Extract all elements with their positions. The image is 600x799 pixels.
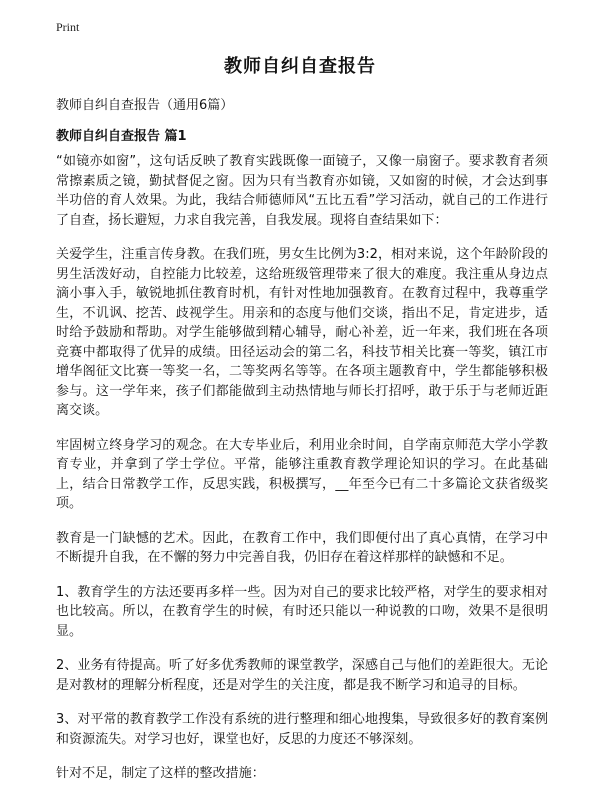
paragraph-lifelong-learning: 牢固树立终身学习的观念。在大专毕业后，利用业余时间，自学南京师范大学小学教育专业，并拿到了学士学位。平常，能够注重教育教学理论知识的学习。在此基础上，结合日常教学工作，反思实践，积极撰写，__年至今已有二十多篇论文获省级奖项。 xyxy=(56,437,548,511)
section-heading: 教师自纠自查报告 篇1 xyxy=(56,129,187,144)
paragraph-care-students: 关爱学生，注重言传身教。在我们班，男女生比例为3:2，相对来说，这个年龄阶段的男生活泼好动，自控能力比较差，这给班级管理带来了很大的难度。我注重从身边点滴小事入手，敏锐地抓住教育时机，有针对性地加强教育。在教育过程中，我尊重学生，不讥讽、挖苦、歧视学生。用亲和的态度与他们交谈，指出不足，肯定进步，适时给予鼓励和帮助。对学生能够做到精心辅导，耐心补差，近一年来，我们班在各项竞赛中都取得了优异的成绩。田径运动会的第二名，科技节相关比赛一等奖，镇江市增华阁征文比赛一等奖一名，二等奖两名等等。在各项主题教育中，学生都能够积极参与。这一学年来，孩子们都能做到主动热情地与师长打招呼，敢于乐于与老师近距离交谈。 xyxy=(56,247,548,418)
paragraph-intro: “如镜亦如窗”，这句话反映了教育实践既像一面镜子，又像一扇窗子。要求教育者须常擦素质之镜，勤拭督促之窗。因为只有当教育亦如镜，又如窗的时候，才会达到事半功倍的育人效果。为此，我结合师德师风“五比五看”学习活动，就自己的工作进行了自查，扬长避短，力求自我完善，自我发展。现将自查结果如下： xyxy=(56,154,548,228)
paragraph-shortcoming-1: 1、教育学生的方法还要再多样一些。因为对自己的要求比较严格，对学生的要求相对也比较高。所以，在教育学生的时候，有时还只能以一种说教的口吻，效果不是很明显。 xyxy=(56,584,548,639)
paragraph-shortcomings-intro: 教育是一门缺憾的艺术。因此，在教育工作中，我们即便付出了真心真情，在学习中不断提升自我，在不懈的努力中完善自我，仍旧存在着这样那样的缺憾和不足。 xyxy=(56,530,548,565)
document-body xyxy=(56,152,548,799)
document-subtitle: 教师自纠自查报告（通用6篇） xyxy=(56,98,234,113)
page-title: 教师自纠自查报告 xyxy=(224,56,376,77)
print-link[interactable]: Print xyxy=(56,20,80,34)
paragraph-shortcoming-3: 3、对平常的教育教学工作没有系统的进行整理和细心地搜集，导致很多好的教育案例和资源流失。对学习也好，课堂也好，反思的力度还不够深刻。 xyxy=(56,712,548,747)
paragraph-measures-intro: 针对不足，制定了这样的整改措施： xyxy=(56,766,265,781)
paragraph-shortcoming-2: 2、业务有待提高。听了好多优秀教师的课堂教学，深感自己与他们的差距很大。无论是对教材的理解分析程度，还是对学生的关注度，都是我不断学习和追寻的目标。 xyxy=(56,658,548,693)
